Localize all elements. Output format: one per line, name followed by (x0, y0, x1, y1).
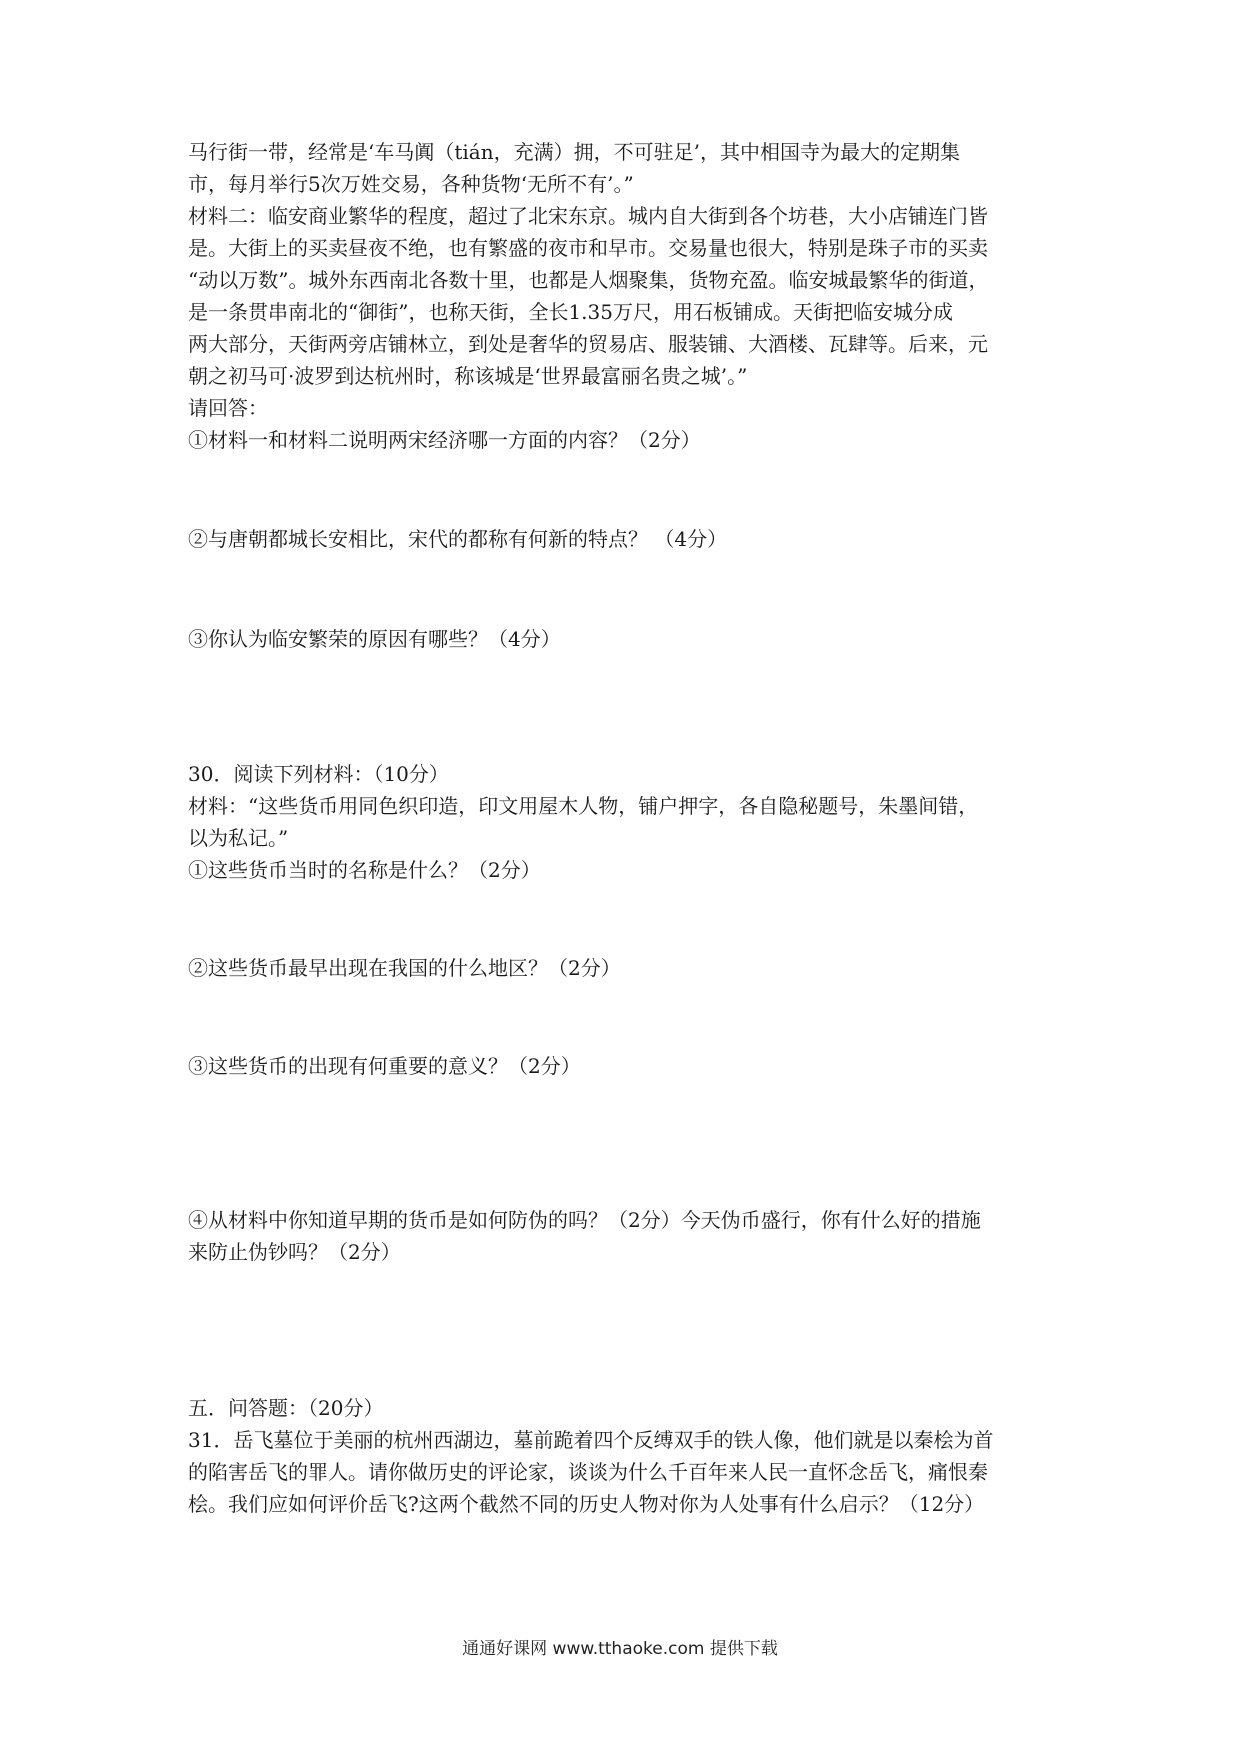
q29-sub-question-2: ②与唐朝都城长安相比，宋代的都称有何新的特点？ （4分） (188, 527, 728, 551)
q30-sub-question-2: ②这些货币最早出现在我国的什么地区？（2分） (188, 956, 621, 980)
material-two-line: 是。大街上的买卖昼夜不绝，也有繁盛的夜市和早市。交易量也很大，特别是珠子市的买卖 (188, 236, 988, 260)
material-two-line: 材料二：临安商业繁华的程度，超过了北宋东京。城内自大街到各个坊巷，大小店铺连门皆 (188, 204, 988, 228)
q29-sub-question-3: ③你认为临安繁荣的原因有哪些？（4分） (188, 627, 561, 651)
q31-line: 31．岳飞墓位于美丽的杭州西湖边，墓前跪着四个反缚双手的铁人像，他们就是以秦桧为首 (188, 1428, 994, 1452)
q30-sub-question-4-line: ④从材料中你知道早期的货币是如何防伪的吗？（2分）今天伪币盛行，你有什么好的措施 (188, 1208, 981, 1232)
page-footer: 通通好课网 www.tthaoke.com 提供下载 (462, 1639, 778, 1659)
section-five-title: 五．问答题：（20分） (188, 1396, 384, 1420)
material-two-line: 朝之初马可·波罗到达杭州时，称该城是‘世界最富丽名贵之城’。” (188, 364, 748, 388)
q31-line: 桧。我们应如何评价岳飞?这两个截然不同的历史人物对你为人处事有什么启示？（12分） (188, 1492, 985, 1516)
material-two-line: 两大部分，天街两旁店铺林立，到处是奢华的贸易店、服装铺、大酒楼、瓦肆等。后来，元 (188, 332, 988, 356)
q30-material-line: 以为私记。” (188, 826, 289, 850)
q31-line: 的陷害岳飞的罪人。请你做历史的评论家，谈谈为什么千百年来人民一直怀念岳飞，痛恨秦 (188, 1460, 988, 1484)
q29-sub-question-1: ①材料一和材料二说明两宋经济哪一方面的内容？（2分） (188, 428, 701, 452)
q30-material-line: 材料：“这些货币用同色织印造，印文用屋木人物，铺户押字，各自隐秘题号，朱墨间错， (188, 794, 979, 818)
material-two-line: 是一条贯串南北的“御街”，也称天街，全长1.35万尺，用石板铺成。天街把临安城分成 (188, 300, 953, 324)
material-one-line: 市，每月举行5次万姓交易，各种货物‘无所不有’。” (188, 172, 634, 196)
q30-title: 30．阅读下列材料：（10分） (188, 762, 449, 786)
q30-sub-question-1: ①这些货币当时的名称是什么？（2分） (188, 858, 541, 882)
answer-prompt: 请回答： (188, 396, 268, 420)
q30-sub-question-3: ③这些货币的出现有何重要的意义？（2分） (188, 1054, 581, 1078)
q30-sub-question-4-line: 来防止伪钞吗？（2分） (188, 1240, 401, 1264)
material-two-line: “动以万数”。城外东西南北各数十里，也都是人烟聚集，货物充盈。临安城最繁华的街道， (188, 268, 989, 292)
material-one-line: 马行街一带，经常是‘车马阗（tián，充满）拥，不可驻足’，其中相国寺为最大的定期集 (188, 140, 960, 164)
